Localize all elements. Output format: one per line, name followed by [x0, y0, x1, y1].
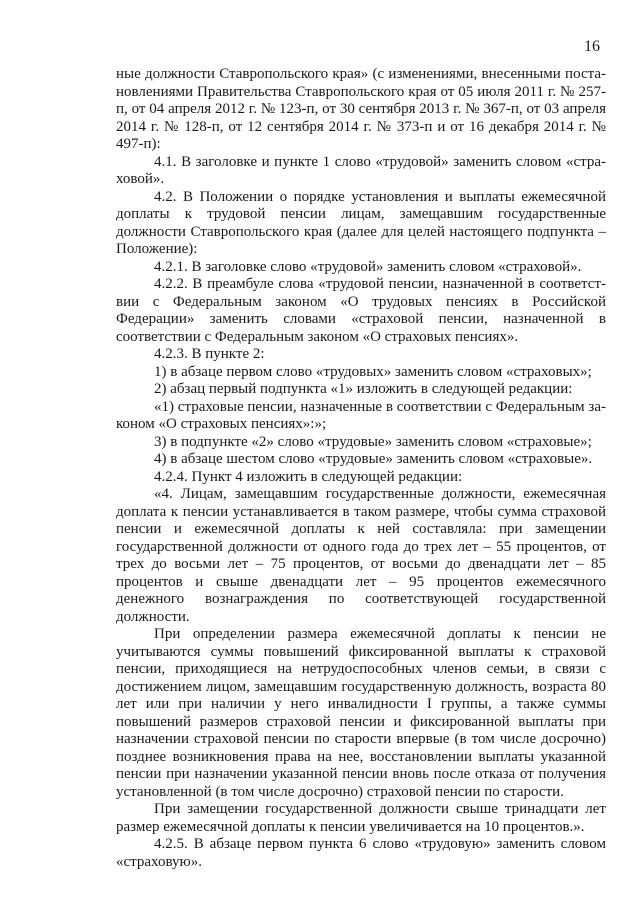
quoted-subparagraph-1: «1) страховые пенсии, назначенные в соответствии с Федеральным законом «О страховых пенсиях»:»;: [116, 398, 606, 432]
quoted-point-4: «4. Лицам, замещавшим государственные должности, ежемесячная доплата к пенсии устанавливается в таком размере, чтобы сумма страховой пенсии и ежемесячной доплаты к ней составляла: при замещении государственной должности от одного года до трех лет – 55 процентов, от трех до восьми лет – 75 процентов, от восьми до двенадцати лет – 85 процентов и свыше двенадцати лет – 95 процентов ежемесячного денежного вознаграждения по соответствующей государственной должности.: [116, 486, 606, 625]
paragraph-4-2-4: 4.2.4. Пункт 4 изложить в следующей редакции:: [154, 468, 463, 485]
paragraph-4-2-5: 4.2.5. В абзаце первом пункта 6 слово «трудовую» заменить словом «страховую».: [116, 836, 606, 870]
paragraph-4-2-1: 4.2.1. В заголовке слово «трудовой» заменить словом «страховой».: [154, 258, 582, 275]
list-item-4: 4) в абзаце шестом слово «трудовые» заменить словом «страховые».: [154, 451, 593, 467]
paragraph-4-2: 4.2. В Положении о порядке установления и выплаты ежемесячной доплаты к трудовой пенсии лицам, замещавшим государственные должности Ставропольского края (далее для целей настоящего подпункта – Положение):: [116, 188, 606, 257]
quoted-point-4-part-2: При определении размера ежемесячной доплаты к пенсии не учитываются суммы повышений фиксированной выплаты к страховой пенсии, приходящиеся на нетрудоспособных членов семьи, в связи с достижением лицом, замещавшим государственную должность, возраста 80 лет или при наличии у него инвалидности I группы, а также суммы повышений размеров страховой пенсии и фиксированной выплаты при назначении страховой пенсии по старости впервые (в том числе досрочно) позднее возникновения права на нее, восстановлении выплаты указанной пенсии при назначении указанной пенсии вновь после отказа от получения установленной (в том числе досрочно) страховой пенсии по старости.: [116, 626, 606, 800]
paragraph-continuation: ные должности Ставропольского края» (с изменениями, внесенными постановлениями Правительства Ставропольского края от 05 июля 2011 г. № 257-п, от 04 апреля 2012 г. № 123-п, от 30 сентября 2013 г. № 367-п, от 03 апреля 2014 г. № 128-п, от 12 сентября 2014 г. № 373-п и от 16 декабря 2014 г. № 497-п):: [116, 66, 606, 152]
page-number: 16: [584, 38, 600, 55]
quoted-point-4-part-3: При замещении государственной должности свыше тринадцати лет размер ежемесячной доплаты к пенсии увеличивается на 10 процентов.».: [116, 801, 606, 835]
paragraph-4-2-2: 4.2.2. В преамбуле слова «трудовой пенсии, назначенной в соответствии с Федеральным законом «О трудовых пенсиях в Российской Федерации» заменить словами «страховой пенсии, назначенной в соответствии с Федеральным законом «О страховых пенсиях».: [116, 276, 606, 345]
paragraph-4-2-3: 4.2.3. В пункте 2:: [154, 346, 265, 362]
list-item-2: 2) абзац первый подпункта «1» изложить в следующей редакции:: [154, 381, 573, 397]
document-body: [116, 66, 606, 871]
list-item-1: 1) в абзаце первом слово «трудовых» заменить словом «страховых»;: [154, 363, 592, 380]
list-item-3: 3) в подпункте «2» слово «трудовые» заменить словом «страховые»;: [154, 433, 592, 450]
paragraph-4-1: 4.1. В заголовке и пункте 1 слово «трудовой» заменить словом «страховой».: [116, 153, 606, 187]
